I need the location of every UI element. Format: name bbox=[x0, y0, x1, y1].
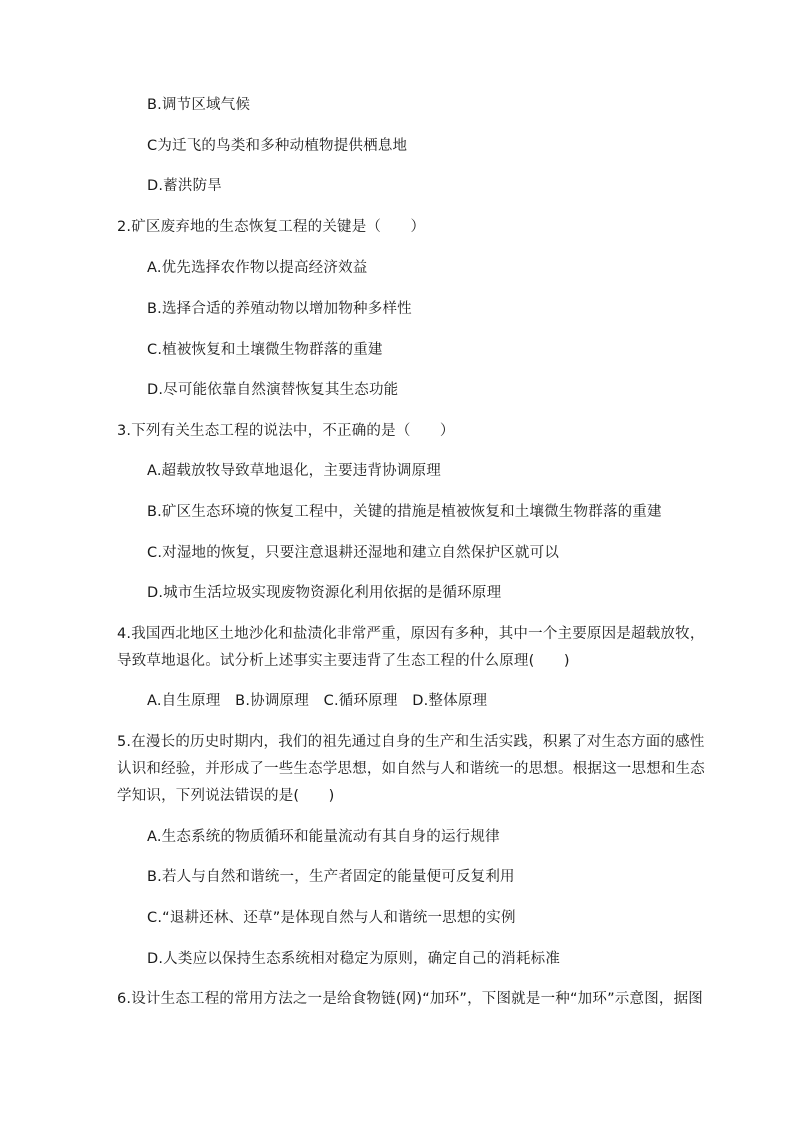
option-2b: B.选择合适的养殖动物以增加物种多样性 bbox=[147, 301, 412, 317]
option-2d: D.尽可能依靠自然演替恢复其生态功能 bbox=[147, 382, 399, 398]
option-4-all: A.自生原理 B.协调原理 C.循环原理 D.整体原理 bbox=[147, 693, 488, 709]
option-1b: B.调节区域气候 bbox=[147, 97, 251, 113]
option-2a: A.优先选择农作物以提高经济效益 bbox=[147, 260, 368, 276]
option-3a: A.超载放牧导致草地退化，主要违背协调原理 bbox=[147, 463, 441, 479]
question-3: 3.下列有关生态工程的说法中，不正确的是（ ） bbox=[117, 423, 455, 439]
option-3d: D.城市生活垃圾实现废物资源化利用依据的是循环原理 bbox=[147, 585, 502, 601]
question-5-line-1: 5.在漫长的历史时期内，我们的祖先通过自身的生产和生活实践，积累了对生态方面的感性 bbox=[117, 734, 705, 750]
option-5c: C.“退耕还林、还草”是体现自然与人和谐统一思想的实例 bbox=[147, 910, 516, 926]
option-1c: C为迁飞的鸟类和多种动植物提供栖息地 bbox=[147, 138, 408, 154]
option-2c: C.植被恢复和土壤微生物群落的重建 bbox=[147, 342, 383, 358]
option-5d: D.人类应以保持生态系统相对稳定为原则，确定自己的消耗标准 bbox=[147, 951, 561, 967]
question-5-line-3: 学知识，下列说法错误的是( ) bbox=[117, 788, 335, 804]
question-4-line-2: 导致草地退化。试分析上述事实主要违背了生态工程的什么原理( ) bbox=[117, 653, 570, 669]
option-5b: B.若人与自然和谐统一，生产者固定的能量便可反复利用 bbox=[147, 869, 515, 885]
question-2: 2.矿区废弃地的生态恢复工程的关键是（ ） bbox=[117, 219, 426, 235]
option-5a: A.生态系统的物质循环和能量流动有其自身的运行规律 bbox=[147, 829, 500, 845]
question-4-line-1: 4.我国西北地区土地沙化和盐渍化非常严重，原因有多种，其中一个主要原因是超载放牧， bbox=[117, 626, 705, 642]
question-5-line-2: 认识和经验，并形成了一些生态学思想，如自然与人和谐统一的思想。根据这一思想和生态 bbox=[117, 761, 705, 777]
option-1d: D.蓄洪防旱 bbox=[147, 178, 222, 194]
question-6-line-1: 6.设计生态工程的常用方法之一是给食物链(网)“加环”，下图就是一种“加环”示意图，据图 bbox=[117, 991, 703, 1007]
option-3b: B.矿区生态环境的恢复工程中，关键的措施是植被恢复和土壤微生物群落的重建 bbox=[147, 504, 662, 520]
option-3c: C.对湿地的恢复，只要注意退耕还湿地和建立自然保护区就可以 bbox=[147, 545, 560, 561]
